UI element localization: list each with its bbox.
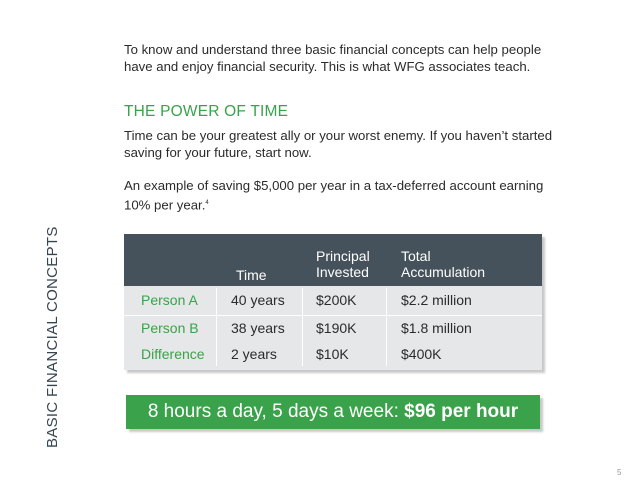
body-paragraph: Time can be your greatest ally or your worst enemy. If you haven’t started saving for your future, start now. xyxy=(124,128,553,160)
example-text: An example of saving $5,000 per year in a tax-deferred account earning 10% per year. xyxy=(124,178,544,212)
principal-cell: $190K xyxy=(316,320,357,336)
header-principal-line1: Principal xyxy=(316,248,370,264)
column-divider xyxy=(386,288,387,366)
header-total-line2: Accumulation xyxy=(401,264,486,280)
header-time: Time xyxy=(236,267,267,283)
table-header xyxy=(124,234,542,286)
header-principal-invested xyxy=(316,248,370,280)
header-principal-line2: Invested xyxy=(316,264,369,280)
table-row xyxy=(124,316,542,340)
banner-highlight: $96 per hour xyxy=(404,401,519,422)
principal-cell: $10K xyxy=(316,346,349,362)
page-number: 5 xyxy=(617,468,622,477)
section-title: THE POWER OF TIME xyxy=(124,103,289,120)
intro-paragraph: To know and understand three basic financial concepts can help people have and enjoy financial security. This is what WFG associates teach. xyxy=(124,42,542,74)
time-cell: 38 years xyxy=(231,320,285,336)
row-label: Person B xyxy=(141,320,199,336)
time-cell: 40 years xyxy=(231,292,285,308)
comparison-table xyxy=(124,234,542,370)
row-label: Person A xyxy=(141,292,198,308)
principal-cell: $200K xyxy=(316,292,357,308)
total-cell: $400K xyxy=(401,346,442,362)
column-divider xyxy=(216,288,217,366)
header-total-line1: Total xyxy=(401,248,431,264)
column-divider xyxy=(302,288,303,366)
footnote-marker: 4 xyxy=(205,199,209,206)
table-row xyxy=(124,342,542,366)
row-label: Difference xyxy=(141,346,205,362)
side-section-label: BASIC FINANCIAL CONCEPTS xyxy=(44,226,61,448)
example-paragraph xyxy=(124,178,554,213)
table-row xyxy=(124,288,542,312)
time-cell: 2 years xyxy=(231,346,277,362)
header-total-accumulation xyxy=(401,248,485,280)
banner-text: 8 hours a day, 5 days a week: xyxy=(147,401,405,422)
total-cell: $1.8 million xyxy=(401,320,472,336)
hourly-rate-banner xyxy=(126,395,540,429)
total-cell: $2.2 million xyxy=(401,292,472,308)
